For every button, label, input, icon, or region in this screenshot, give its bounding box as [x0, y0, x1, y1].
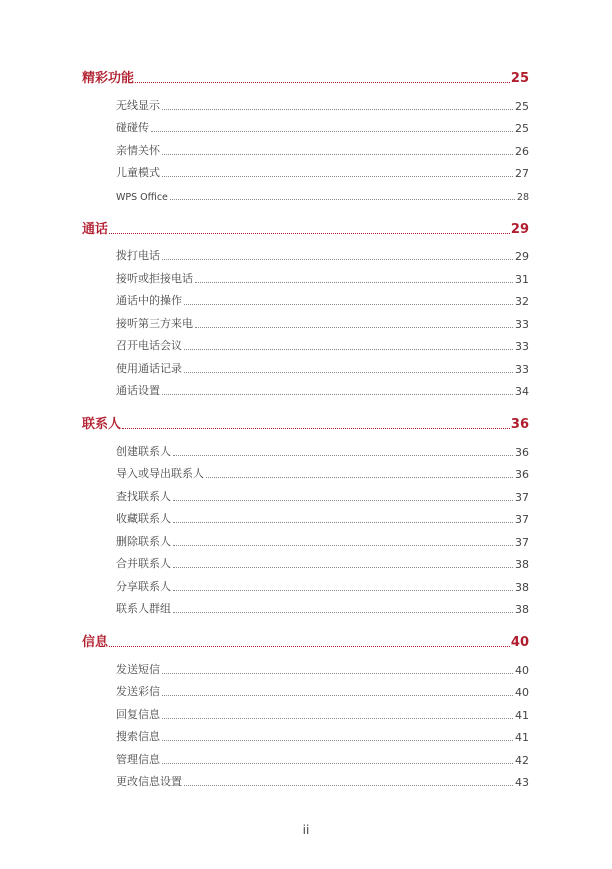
- dot-leader: [170, 199, 515, 200]
- entry-page-number: 41: [515, 708, 529, 722]
- toc-entry-link[interactable]: [82, 158, 529, 181]
- toc-entry-link[interactable]: [82, 90, 529, 113]
- entry-page-number: 36: [515, 468, 529, 481]
- entry-title: 回复信息: [116, 707, 160, 721]
- toc-section: [82, 215, 529, 399]
- dot-leader: [184, 372, 513, 373]
- entry-title: 发送彩信: [116, 685, 160, 698]
- entry-title: 分享联系人: [116, 579, 171, 593]
- toc-entry-link[interactable]: [82, 286, 529, 309]
- section-heading-link[interactable]: [82, 215, 529, 237]
- toc-entry-link[interactable]: [82, 549, 529, 572]
- entry-page-number: 42: [515, 753, 529, 767]
- dot-leader: [162, 695, 513, 696]
- dot-leader: [206, 477, 513, 478]
- entry-page-number: 25: [515, 99, 529, 113]
- entry-page-number: 40: [515, 686, 529, 699]
- section-title: 精彩功能: [82, 71, 135, 86]
- section-title: 通话: [82, 221, 109, 237]
- toc-entry-link[interactable]: [82, 308, 529, 331]
- entry-page-number: 26: [515, 144, 529, 158]
- toc-entry-link[interactable]: [82, 436, 529, 459]
- entry-page-number: 27: [515, 167, 529, 180]
- toc-entry-link[interactable]: [82, 526, 529, 549]
- entry-title: 拨打电话: [116, 249, 160, 262]
- toc-entry-link[interactable]: [82, 504, 529, 527]
- entry-title: 收藏联系人: [116, 512, 171, 525]
- toc-entry-link[interactable]: [82, 241, 529, 264]
- entry-page-number: 34: [515, 385, 529, 398]
- entry-title: 更改信息设置: [116, 775, 182, 788]
- entry-page-number: 38: [515, 603, 529, 616]
- dot-leader: [135, 82, 510, 83]
- entry-page-number: 40: [515, 663, 529, 677]
- dot-leader: [162, 673, 513, 674]
- dot-leader: [173, 545, 513, 546]
- toc-entry-link[interactable]: [82, 677, 529, 700]
- dot-leader: [184, 304, 513, 305]
- dot-leader: [173, 567, 513, 568]
- entry-title: 合并联系人: [116, 557, 171, 570]
- section-heading-link[interactable]: [82, 410, 529, 432]
- toc-entry-link[interactable]: [82, 481, 529, 504]
- entry-title: 无线显示: [116, 98, 160, 112]
- entry-title: 管理信息: [116, 752, 160, 766]
- entry-page-number: 31: [515, 272, 529, 286]
- entry-title: 搜索信息: [116, 730, 160, 743]
- toc-entry-link[interactable]: [82, 376, 529, 399]
- section-heading-link[interactable]: [82, 628, 529, 650]
- entry-page-number: 37: [515, 535, 529, 549]
- dot-leader: [162, 154, 513, 155]
- dot-leader: [162, 763, 513, 764]
- entry-page-number: 37: [515, 513, 529, 526]
- entry-title: 亲情关怀: [116, 143, 160, 157]
- dot-leader: [173, 522, 513, 523]
- entry-page-number: 43: [515, 776, 529, 789]
- entry-title: 导入或导出联系人: [116, 467, 204, 480]
- entry-page-number: 38: [515, 580, 529, 594]
- entry-page-number: 25: [515, 122, 529, 135]
- entry-title: 通话设置: [116, 384, 160, 397]
- entry-title: 查找联系人: [116, 489, 171, 503]
- entry-title: WPS Office: [116, 191, 168, 203]
- entry-page-number: 37: [515, 490, 529, 504]
- dot-leader: [173, 590, 513, 591]
- toc-entry-link[interactable]: [82, 263, 529, 286]
- dot-leader: [173, 455, 513, 456]
- entry-page-number: 38: [515, 558, 529, 571]
- section-title: 联系人: [82, 417, 122, 432]
- dot-leader: [173, 612, 513, 613]
- entry-title: 联系人群组: [116, 602, 171, 615]
- entry-page-number: 33: [515, 362, 529, 376]
- toc-entry-link[interactable]: [82, 767, 529, 790]
- entry-page-number: 28: [516, 191, 529, 203]
- entry-title: 碰碰传: [116, 121, 149, 134]
- toc-entry-link[interactable]: [82, 571, 529, 594]
- section-page-number: 36: [510, 417, 529, 432]
- toc-entry-link[interactable]: [82, 699, 529, 722]
- section-page-number: 40: [510, 635, 529, 650]
- dot-leader: [109, 233, 510, 234]
- entry-title: 创建联系人: [116, 444, 171, 458]
- toc-entry-link[interactable]: [82, 459, 529, 482]
- entry-page-number: 32: [515, 295, 529, 308]
- entry-page-number: 33: [515, 317, 529, 331]
- section-page-number: 29: [510, 221, 529, 237]
- dot-leader: [162, 740, 513, 741]
- toc-section: [82, 64, 529, 203]
- dot-leader: [162, 259, 513, 260]
- entry-title: 儿童模式: [116, 166, 160, 179]
- toc-section: [82, 628, 529, 789]
- toc-entry-link[interactable]: [82, 744, 529, 767]
- entry-title: 使用通话记录: [116, 361, 182, 375]
- entry-title: 接听第三方来电: [116, 316, 193, 330]
- entry-title: 接听或拒接电话: [116, 271, 193, 285]
- dot-leader: [151, 131, 513, 132]
- dot-leader: [195, 327, 513, 328]
- dot-leader: [173, 500, 513, 501]
- toc-entry-link[interactable]: [82, 113, 529, 136]
- toc-entry-link[interactable]: [82, 180, 529, 203]
- dot-leader: [195, 282, 513, 283]
- table-of-contents: [82, 64, 529, 801]
- entry-title: 召开电话会议: [116, 339, 182, 352]
- dot-leader: [162, 176, 513, 177]
- toc-entry-link[interactable]: [82, 353, 529, 376]
- toc-entry-link[interactable]: [82, 135, 529, 158]
- dot-leader: [162, 718, 513, 719]
- section-page-number: 25: [510, 71, 529, 86]
- entry-title: 删除联系人: [116, 534, 171, 548]
- toc-entry-link[interactable]: [82, 331, 529, 354]
- toc-entry-link[interactable]: [82, 722, 529, 745]
- dot-leader: [122, 428, 510, 429]
- dot-leader: [184, 349, 513, 350]
- page-number: ii: [302, 823, 310, 837]
- entry-page-number: 29: [515, 250, 529, 263]
- toc-section: [82, 410, 529, 616]
- dot-leader: [162, 109, 513, 110]
- section-heading-link[interactable]: [82, 64, 529, 86]
- dot-leader: [184, 785, 513, 786]
- toc-entry-link[interactable]: [82, 654, 529, 677]
- entry-page-number: 33: [515, 340, 529, 353]
- entry-title: 发送短信: [116, 662, 160, 676]
- toc-entry-link[interactable]: [82, 594, 529, 617]
- section-title: 信息: [82, 635, 109, 650]
- dot-leader: [109, 646, 510, 647]
- dot-leader: [162, 394, 513, 395]
- entry-page-number: 36: [515, 445, 529, 459]
- entry-title: 通话中的操作: [116, 294, 182, 307]
- entry-page-number: 41: [515, 731, 529, 744]
